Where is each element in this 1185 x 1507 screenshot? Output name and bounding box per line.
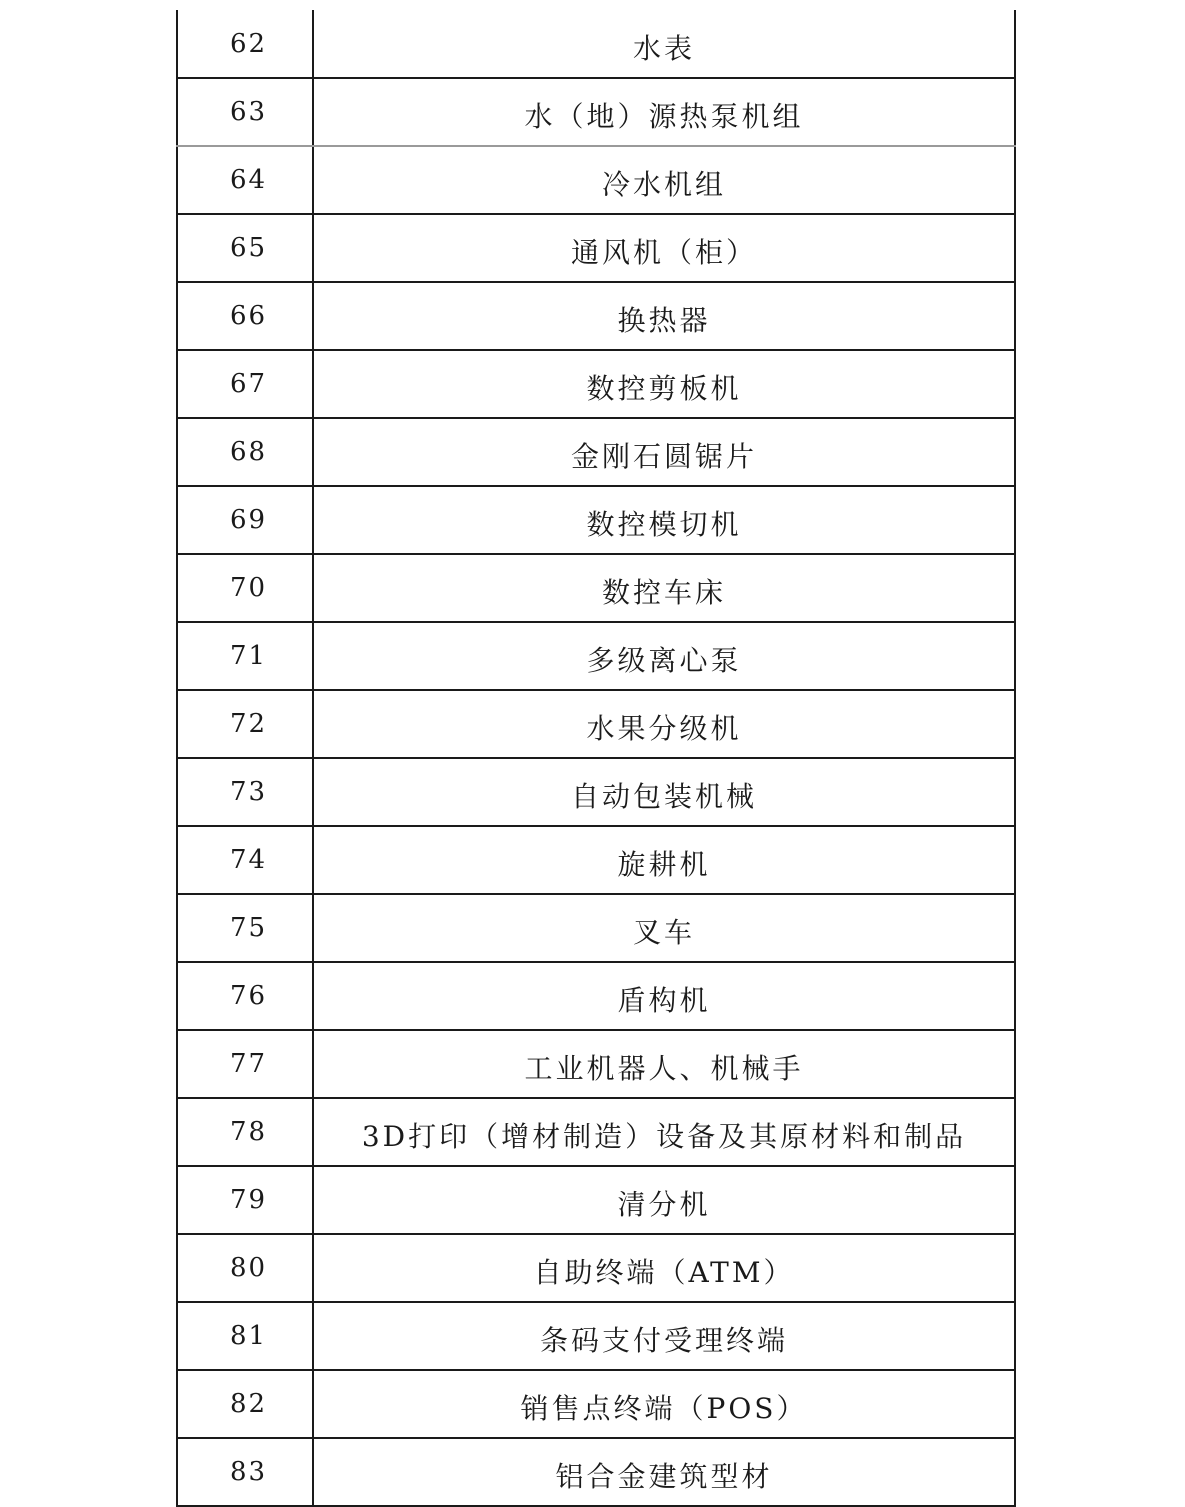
row-number-cell: 80 [177, 1234, 313, 1302]
product-name-cell: 销售点终端（POS） [313, 1370, 1015, 1438]
row-number-cell: 62 [177, 10, 313, 78]
table-row [177, 1166, 1015, 1234]
table-row [177, 622, 1015, 690]
row-number-cell: 64 [177, 146, 313, 214]
table-row [177, 1370, 1015, 1438]
table-row [177, 418, 1015, 486]
product-name-cell: 旋耕机 [313, 826, 1015, 894]
table-row [177, 486, 1015, 554]
row-number-cell: 83 [177, 1438, 313, 1506]
product-name-cell: 多级离心泵 [313, 622, 1015, 690]
product-name-cell: 冷水机组 [313, 146, 1015, 214]
product-name-cell: 水果分级机 [313, 690, 1015, 758]
row-number-cell: 66 [177, 282, 313, 350]
row-number-cell: 82 [177, 1370, 313, 1438]
row-number-cell: 68 [177, 418, 313, 486]
table-row [177, 1030, 1015, 1098]
row-number-cell: 67 [177, 350, 313, 418]
table-row [177, 282, 1015, 350]
product-name-cell: 3D打印（增材制造）设备及其原材料和制品 [313, 1098, 1015, 1166]
table-row [177, 10, 1015, 78]
row-number-cell: 75 [177, 894, 313, 962]
row-number-cell: 74 [177, 826, 313, 894]
table-row [177, 146, 1015, 214]
product-name-cell: 通风机（柜） [313, 214, 1015, 282]
table-row [177, 78, 1015, 146]
product-name-cell: 数控模切机 [313, 486, 1015, 554]
product-name-cell: 自助终端（ATM） [313, 1234, 1015, 1302]
table-row [177, 1098, 1015, 1166]
table-row [177, 1302, 1015, 1370]
product-name-cell: 铝合金建筑型材 [313, 1438, 1015, 1506]
product-name-cell: 数控剪板机 [313, 350, 1015, 418]
table-row [177, 690, 1015, 758]
row-number-cell: 79 [177, 1166, 313, 1234]
table-row [177, 962, 1015, 1030]
product-name-cell: 换热器 [313, 282, 1015, 350]
table-row [177, 894, 1015, 962]
product-name-cell: 数控车床 [313, 554, 1015, 622]
product-name-cell: 工业机器人、机械手 [313, 1030, 1015, 1098]
row-number-cell: 63 [177, 78, 313, 146]
row-number-cell: 78 [177, 1098, 313, 1166]
table-row [177, 554, 1015, 622]
product-name-cell: 盾构机 [313, 962, 1015, 1030]
table-row [177, 1234, 1015, 1302]
table-row [177, 758, 1015, 826]
row-number-cell: 70 [177, 554, 313, 622]
table-row [177, 826, 1015, 894]
table-row [177, 350, 1015, 418]
table-row [177, 1438, 1015, 1506]
row-number-cell: 73 [177, 758, 313, 826]
row-number-cell: 65 [177, 214, 313, 282]
product-name-cell: 清分机 [313, 1166, 1015, 1234]
product-name-cell: 自动包装机械 [313, 758, 1015, 826]
row-number-cell: 72 [177, 690, 313, 758]
table-body [177, 10, 1015, 1506]
row-number-cell: 81 [177, 1302, 313, 1370]
row-number-cell: 76 [177, 962, 313, 1030]
product-name-cell: 水（地）源热泵机组 [313, 78, 1015, 146]
row-number-cell: 77 [177, 1030, 313, 1098]
product-list-table-container [176, 10, 1014, 1507]
row-number-cell: 71 [177, 622, 313, 690]
product-name-cell: 叉车 [313, 894, 1015, 962]
product-list-table [176, 10, 1016, 1507]
table-row [177, 214, 1015, 282]
product-name-cell: 水表 [313, 10, 1015, 78]
product-name-cell: 金刚石圆锯片 [313, 418, 1015, 486]
row-number-cell: 69 [177, 486, 313, 554]
product-name-cell: 条码支付受理终端 [313, 1302, 1015, 1370]
